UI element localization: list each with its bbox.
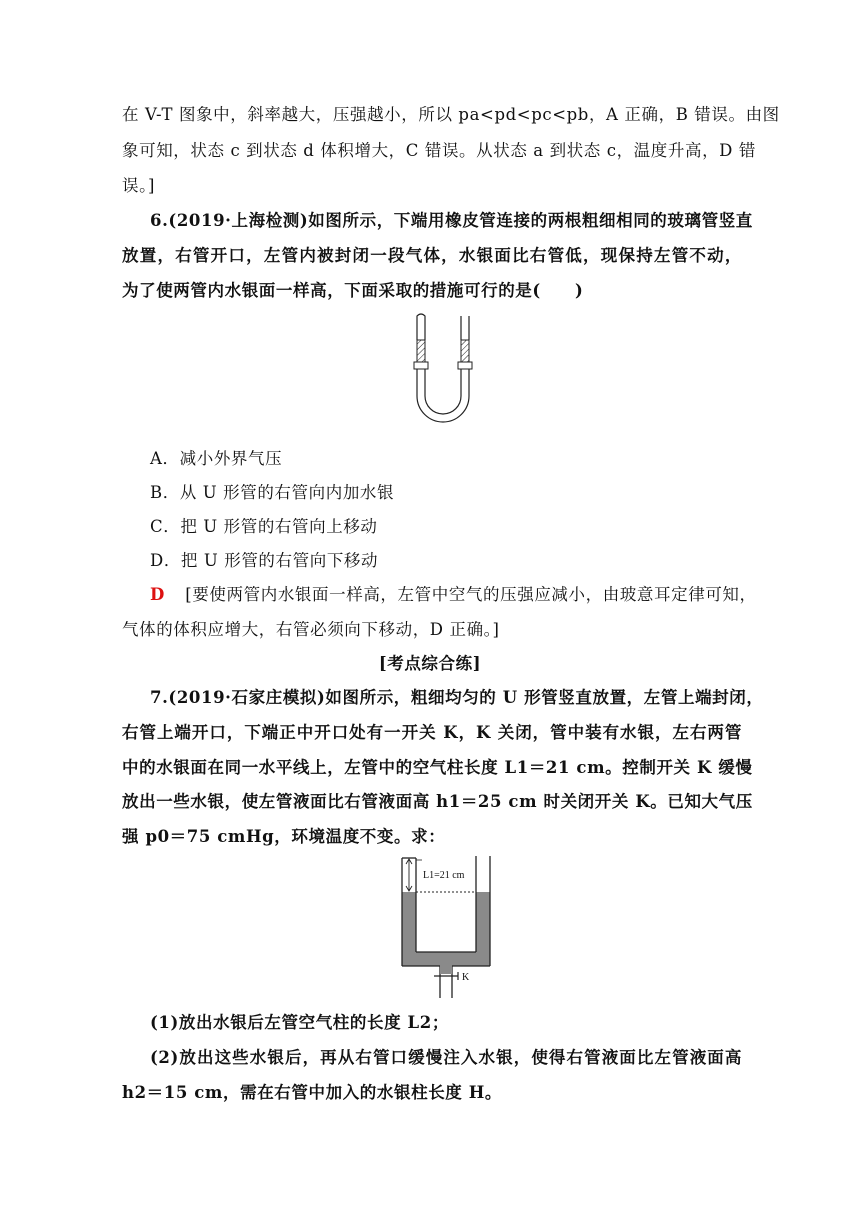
q6-u-tube-figure — [400, 310, 490, 435]
q7-valve-label: K — [462, 972, 470, 983]
q7-stem-line-4: 放出一些水银，使左管液面比右管液面高 h1＝25 cm 时关闭开关 K。已知大气压 — [122, 792, 753, 811]
q6-answer: D — [150, 585, 165, 604]
prev-solution-line-3: 误。] — [122, 176, 155, 195]
q7-sub-question-1: (1)放出水银后左管空气柱的长度 L2； — [150, 1013, 449, 1032]
q6-stem-line-2: 放置，右管开口，左管内被封闭一段气体，水银面比右管低，现保持左管不动， — [122, 246, 742, 265]
q7-figure-label: L1=21 cm — [423, 870, 465, 881]
q7-stem-line-3: 中的水银面在同一水平线上，左管中的空气柱长度 L1＝21 cm。控制开关 K 缓慢 — [122, 758, 753, 777]
q6-option-c: C．把 U 形管的右管向上移动 — [150, 517, 378, 536]
q7-sub-question-2-line-2: h2＝15 cm，需在右管中加入的水银柱长度 H。 — [122, 1083, 503, 1102]
q6-option-d: D．把 U 形管的右管向下移动 — [150, 551, 379, 570]
q7-sub-question-2-line-1: (2)放出这些水银后，再从右管口缓慢注入水银，使得右管液面比左管液面高 — [150, 1048, 742, 1067]
q6-stem-line-3: 为了使两管内水银面一样高，下面采取的措施可行的是( ) — [122, 281, 584, 300]
q7-stem-line-2: 右管上端开口，下端正中开口处有一开关 K，K 关闭，管中装有水银，左右两管 — [122, 723, 742, 742]
q6-answer-line — [150, 585, 757, 605]
q6-option-b: B．从 U 形管的右管向内加水银 — [150, 483, 395, 502]
prev-solution-line-1: 在 V-T 图象中，斜率越大，压强越小，所以 pa<pd<pc<pb，A 正确，B 错误。由图 — [122, 105, 780, 124]
q6-option-a: A．减小外界气压 — [150, 449, 283, 468]
q6-stem-line-1: 6.(2019·上海检测)如图所示，下端用橡皮管连接的两根粗细相同的玻璃管竖直 — [150, 211, 753, 230]
q7-u-tube-figure — [398, 852, 494, 1002]
prev-solution-line-2: 象可知，状态 c 到状态 d 体积增大，C 错误。从状态 a 到状态 c，温度升高，D 错 — [122, 141, 756, 160]
q7-stem-line-5: 强 p0＝75 cmHg，环境温度不变。求： — [122, 827, 446, 846]
q6-explanation-2: 气体的体积应增大，右管必须向下移动，D 正确。] — [122, 620, 500, 639]
q7-stem-line-1: 7.(2019·石家庄模拟)如图所示，粗细均匀的 U 形管竖直放置，左管上端封闭， — [150, 688, 764, 707]
section-title: [考点综合练] — [378, 654, 482, 673]
q6-explanation-1: [要使两管内水银面一样高，左管中空气的压强应减小，由玻意耳定律可知， — [185, 585, 757, 604]
